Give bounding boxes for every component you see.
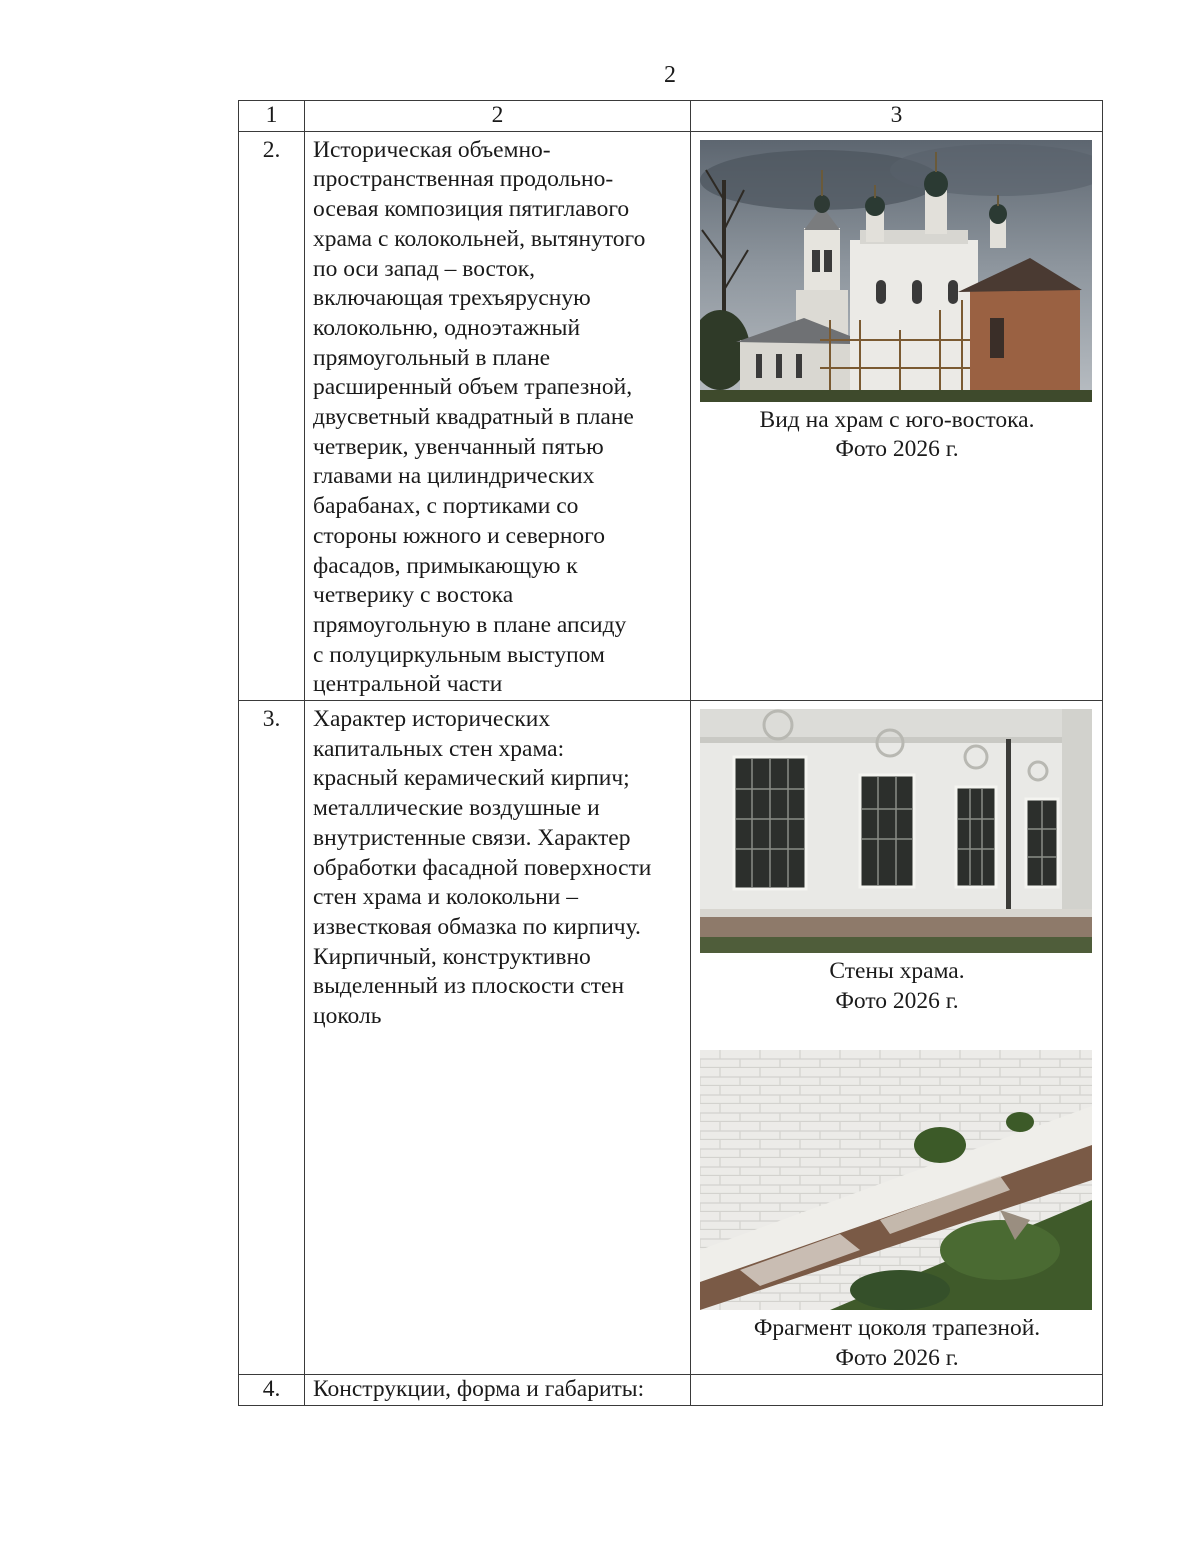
caption-line: Фото 2026 г. — [835, 987, 959, 1014]
column-header-2: 2 — [305, 101, 691, 132]
text-line: Конструкции, форма и габариты: — [313, 1375, 645, 1402]
column-header-1: 1 — [239, 101, 305, 132]
caption-line: Вид на храм с юго-востока. — [759, 406, 1035, 433]
row-photos — [691, 1374, 1103, 1405]
text-line: четверику с востока — [313, 582, 514, 609]
text-line: капитальных стен храма: — [313, 735, 565, 762]
text-line: внутристенные связи. Характер — [313, 824, 631, 851]
text-line: четверик, увенчанный пятью — [313, 433, 604, 460]
text-line: главами на цилиндрических — [313, 463, 595, 490]
text-line: Кирпичный, конструктивно — [313, 943, 591, 970]
row-number: 3. — [239, 701, 305, 1375]
row-number: 2. — [239, 131, 305, 700]
row-number: 4. — [239, 1374, 305, 1405]
text-line: двусветный квадратный в плане — [313, 404, 634, 431]
text-line: выделенный из плоскости стен — [313, 973, 625, 1000]
caption-line: Фрагмент цоколя трапезной. — [753, 1315, 1041, 1342]
text-line: пространственная продольно- — [313, 166, 614, 193]
text-line: Характер исторических — [313, 706, 551, 733]
photo-caption — [700, 957, 1094, 1016]
church-southeast-photo — [700, 140, 1092, 402]
text-line: с полуциркульным выступом — [313, 641, 605, 668]
caption-line: Фото 2026 г. — [835, 1345, 959, 1372]
photo-caption — [700, 406, 1094, 465]
text-line: обработки фасадной поверхности — [313, 854, 652, 881]
church-walls-photo — [700, 709, 1092, 953]
text-line: храма с колокольней, вытянутого — [313, 225, 646, 252]
text-line: стороны южного и северного — [313, 522, 605, 549]
caption-line: Стены храма. — [829, 958, 965, 985]
text-line: фасадов, примыкающую к — [313, 552, 578, 579]
row-description — [305, 701, 691, 1375]
text-line: прямоугольный в плане — [313, 344, 551, 371]
refectory-plinth-photo — [700, 1050, 1092, 1310]
text-line: центральной части — [313, 671, 503, 698]
text-line: включающая трехъярусную — [313, 285, 591, 312]
table-row — [239, 701, 1103, 1375]
table-row — [239, 131, 1103, 700]
text-line: известковая обмазка по кирпичу. — [313, 913, 641, 940]
text-line: расширенный объем трапезной, — [313, 374, 633, 401]
page-number: 2 — [664, 62, 676, 88]
text-line: по оси запад – восток, — [313, 255, 535, 282]
text-line: цоколь — [313, 1003, 382, 1030]
text-line: осевая композиция пятиглавого — [313, 196, 630, 223]
row-photos — [691, 701, 1103, 1375]
table-row — [239, 1374, 1103, 1405]
table-header-row — [239, 101, 1103, 132]
text-line: красный керамический кирпич; — [313, 765, 630, 792]
row-description — [305, 131, 691, 700]
text-line: металлические воздушные и — [313, 795, 600, 822]
monument-subject-table — [238, 100, 1103, 1406]
text-line: барабанах, с портиками со — [313, 493, 579, 520]
text-line: стен храма и колокольни – — [313, 884, 579, 911]
row-photos — [691, 131, 1103, 700]
column-header-3: 3 — [691, 101, 1103, 132]
text-line: колокольню, одноэтажный — [313, 314, 581, 341]
text-line: прямоугольную в плане апсиду — [313, 611, 627, 638]
text-line: Историческая объемно- — [313, 136, 551, 163]
row-description — [305, 1374, 691, 1405]
caption-line: Фото 2026 г. — [835, 436, 959, 463]
photo-caption — [700, 1314, 1094, 1373]
